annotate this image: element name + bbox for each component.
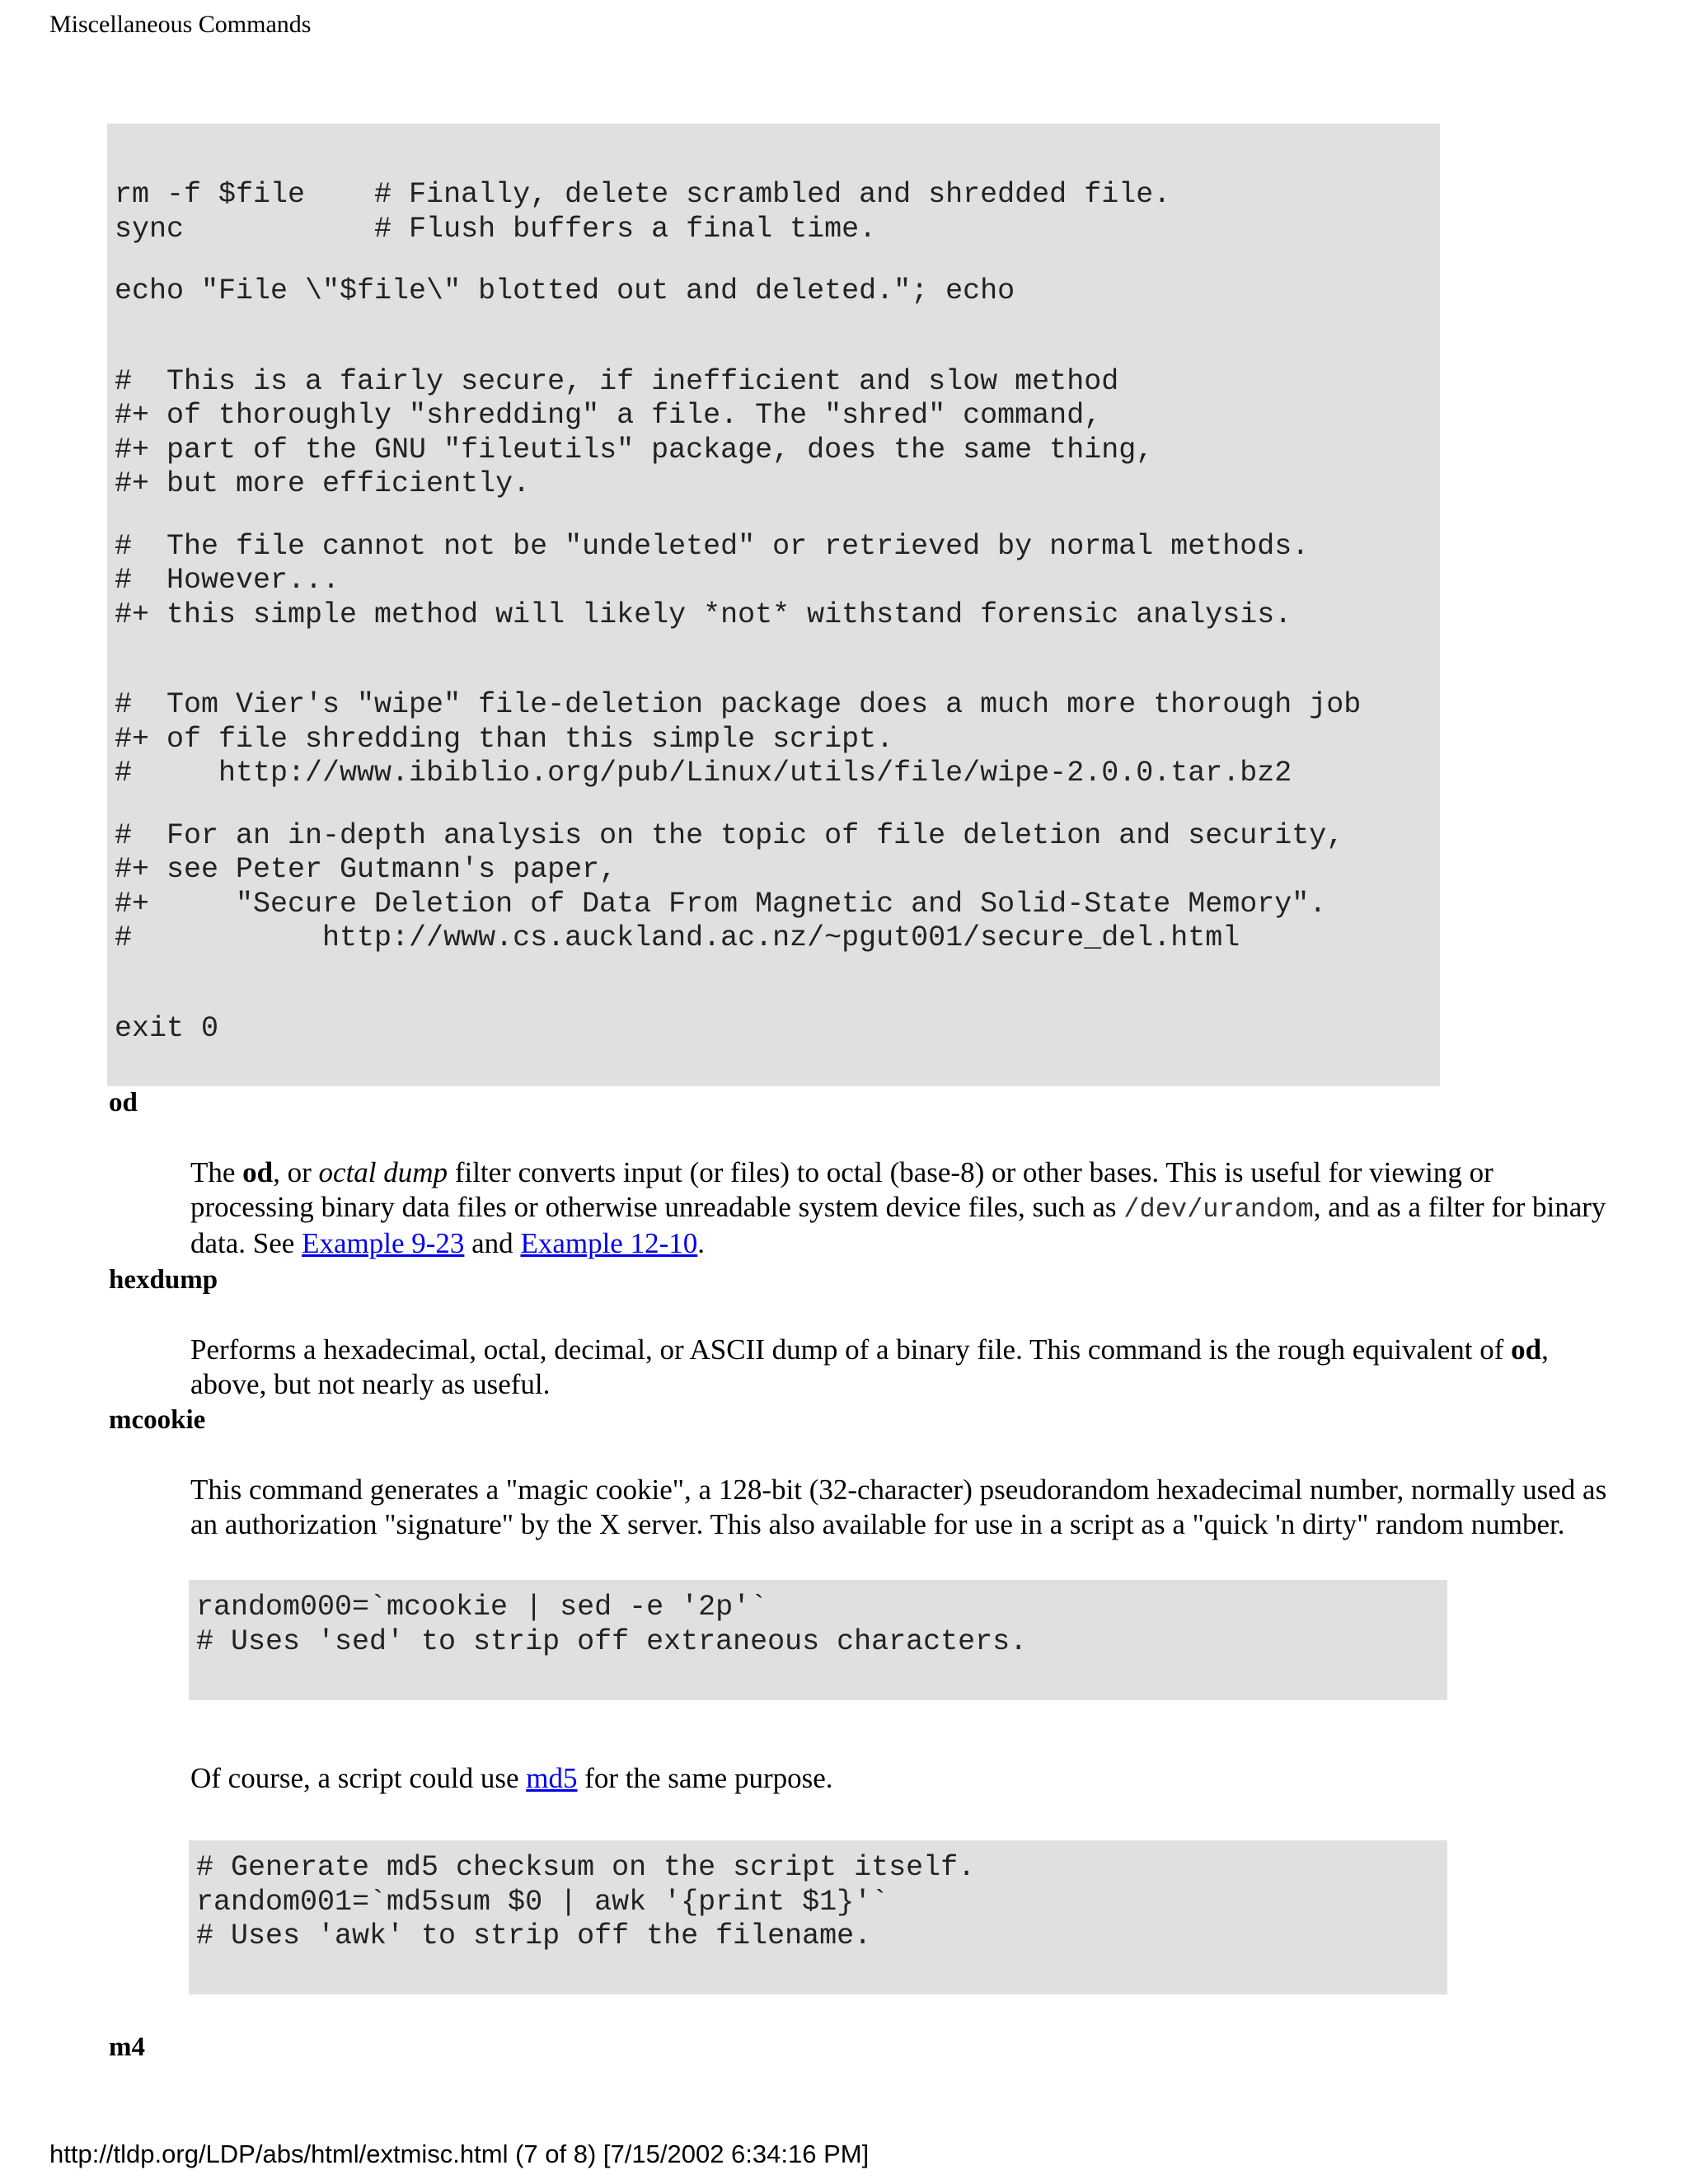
- code-line: rm -f $file # Finally, delete scrambled and shredded file.: [115, 178, 1171, 211]
- term-mcookie: mcookie: [109, 1405, 206, 1435]
- code-line: #+ see Peter Gutmann's paper,: [115, 853, 617, 886]
- code-lines: [115, 178, 1440, 1046]
- code-line: random000=`mcookie | sed -e '2p'`: [196, 1591, 768, 1624]
- code-line: # Generate md5 checksum on the script itself.: [196, 1851, 976, 1884]
- code-line: echo "File \"$file\" blotted out and deleted."; echo: [115, 274, 1015, 307]
- term-hexdump: hexdump: [109, 1265, 218, 1295]
- od-description: [190, 1155, 1608, 1261]
- od-text-4: , and as a filter for binary data. See: [190, 1190, 1606, 1259]
- hexdump-text-2: , above, but not nearly as useful.: [190, 1333, 1549, 1400]
- code-line: # However...: [115, 564, 340, 597]
- od-text-3: filter converts input (or files) to octal (base-8) or other bases. This is useful for viewing or processing binary data files or otherwise unreadable system device files, such as: [190, 1156, 1493, 1223]
- code-line: #+ but more efficiently.: [115, 467, 531, 500]
- code-blank-gap: [115, 632, 1440, 688]
- code-line: # http://www.cs.auckland.ac.nz/~pgut001/secure_del.html: [115, 921, 1240, 954]
- od-octal-dump: octal dump: [318, 1156, 448, 1188]
- code-line: random001=`md5sum $0 | awk '{print $1}'`: [196, 1885, 889, 1919]
- code-line: sync # Flush buffers a final time.: [115, 212, 877, 246]
- code-lines: [196, 1851, 1447, 1954]
- code-line: # http://www.ibiblio.org/pub/Linux/utils/file/wipe-2.0.0.tar.bz2: [115, 757, 1292, 790]
- mcookie-description: This command generates a "magic cookie", a 128-bit (32-character) pseudorandom hexadecimal number, normally used as an authorization "signature" by the X server. This also available for use in a script as a "quick 'n dirty" random number.: [190, 1474, 1607, 1540]
- hexdump-description: [190, 1333, 1608, 1401]
- code-blank-gap: [115, 956, 1440, 1012]
- od-dev-urandom: /dev/urandom: [1123, 1193, 1314, 1225]
- od-text-6: .: [697, 1227, 705, 1259]
- link-example-12-10[interactable]: Example 12-10: [520, 1227, 698, 1259]
- term-m4: m4: [109, 2032, 145, 2062]
- md5-text-1: Of course, a script could use: [190, 1762, 527, 1794]
- code-listing-mcookie: [189, 1580, 1447, 1700]
- code-blank-gap: [115, 502, 1440, 530]
- code-line: #+ of thoroughly "shredding" a file. The "shred" command,: [115, 399, 1102, 432]
- od-text-2: , or: [273, 1156, 319, 1188]
- od-cmd: od: [242, 1156, 274, 1188]
- code-line: #+ this simple method will likely *not* withstand forensic analysis.: [115, 598, 1292, 631]
- code-line: # Uses 'awk' to strip off the filename.: [196, 1919, 872, 1952]
- code-line: #+ of file shredding than this simple script.: [115, 722, 894, 756]
- link-md5[interactable]: md5: [526, 1762, 578, 1794]
- od-text-1: The: [190, 1156, 243, 1188]
- code-line: exit 0: [115, 1011, 219, 1045]
- code-blank-gap: [115, 309, 1440, 365]
- md5-text-2: for the same purpose.: [577, 1762, 833, 1794]
- od-text-5: and: [464, 1227, 521, 1259]
- code-line: # Uses 'sed' to strip off extraneous characters.: [196, 1624, 1028, 1658]
- code-line: # For an in-depth analysis on the topic of file deletion and security,: [115, 818, 1344, 852]
- hexdump-od-cmd: od: [1511, 1333, 1542, 1366]
- code-line: #+ "Secure Deletion of Data From Magnetic and Solid-State Memory".: [115, 887, 1327, 921]
- md5-sentence: [190, 1761, 1608, 1796]
- code-line: # This is a fairly secure, if inefficient and slow method: [115, 364, 1119, 398]
- term-od: od: [109, 1088, 138, 1118]
- code-lines: [196, 1591, 1447, 1659]
- code-blank-gap: [115, 791, 1440, 819]
- code-line: #+ part of the GNU "fileutils" package, does the same thing,: [115, 433, 1154, 466]
- code-line: # The file cannot not be "undeleted" or retrieved by normal methods.: [115, 529, 1310, 563]
- page-header: Miscellaneous Commands: [49, 11, 312, 38]
- page-footer-url: http://tldp.org/LDP/abs/html/extmisc.html (7 of 8) [7/15/2002 6:34:16 PM]: [49, 2139, 870, 2168]
- code-blank-gap: [115, 246, 1440, 274]
- code-line: # Tom Vier's "wipe" file-deletion package does a much more thorough job: [115, 688, 1362, 721]
- link-example-9-23[interactable]: Example 9-23: [302, 1227, 465, 1259]
- code-listing-main: [107, 124, 1440, 1086]
- hexdump-text-1: Performs a hexadecimal, octal, decimal, or ASCII dump of a binary file. This command is the rough equivalent of: [190, 1333, 1512, 1366]
- code-listing-md5: [189, 1840, 1447, 1994]
